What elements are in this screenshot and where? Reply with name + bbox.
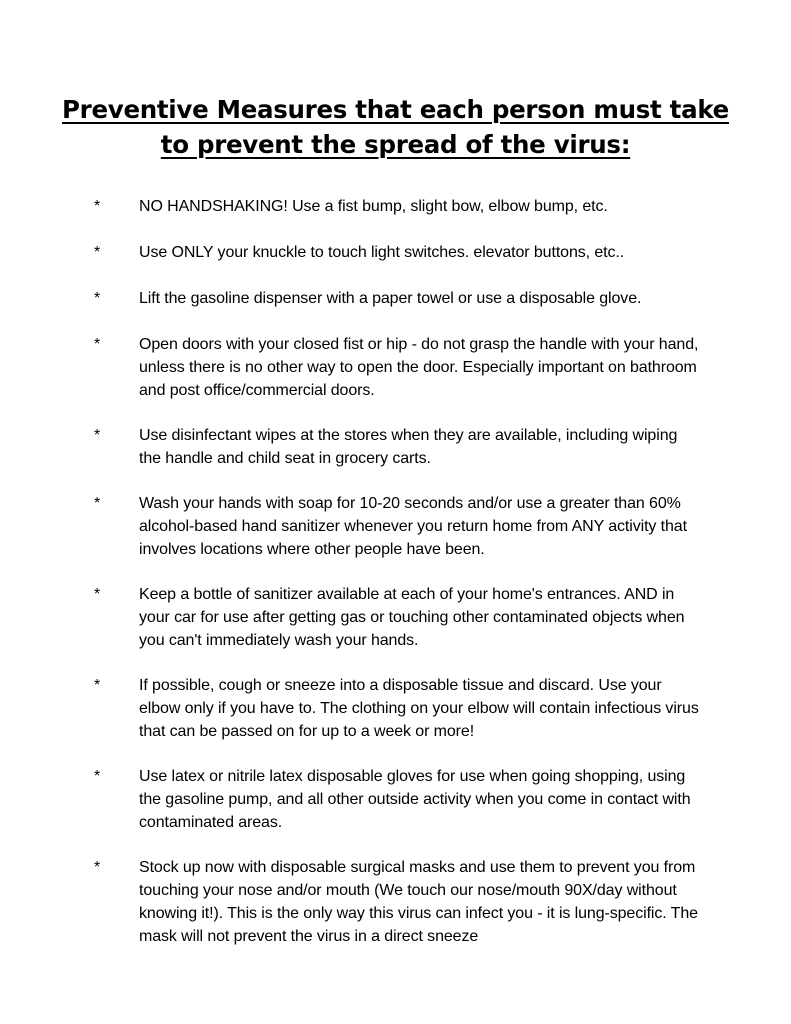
title-line-1: Preventive Measures that each person must take bbox=[62, 95, 729, 124]
list-item-text: Open doors with your closed fist or hip - do not grasp the handle with your hand, unless there is no other way to open the door. Especially important on bathroom and post office/commercial doors. bbox=[139, 336, 699, 399]
bullet-marker: * bbox=[94, 198, 101, 215]
bullet-marker: * bbox=[94, 768, 101, 785]
list-item-text: If possible, cough or sneeze into a disposable tissue and discard. Use your elbow only if you have to. The clothing on your elbow will contain infectious virus that can be passed on for up to a week or more! bbox=[139, 677, 699, 740]
list-item bbox=[0, 583, 791, 652]
bullet-marker: * bbox=[94, 495, 101, 512]
bullet-marker: * bbox=[94, 290, 101, 307]
page-title bbox=[60, 92, 731, 162]
list-item-text: Use disinfectant wipes at the stores when they are available, including wiping the handle and child seat in grocery carts. bbox=[139, 427, 678, 467]
list-item-text: Lift the gasoline dispenser with a paper towel or use a disposable glove. bbox=[139, 290, 642, 307]
bullet-marker: * bbox=[94, 427, 101, 444]
list-item-text: Use latex or nitrile latex disposable gloves for use when going shopping, using the gasoline pump, and all other outside activity when you come in contact with contaminated areas. bbox=[139, 768, 691, 831]
measures-list bbox=[0, 195, 791, 970]
list-item bbox=[0, 492, 791, 561]
list-item-text: Stock up now with disposable surgical masks and use them to prevent you from touching your nose and/or mouth (We touch our nose/mouth 90X/day without knowing it!). This is the only way this virus can infect you - it is lung-specific. The mask will not prevent the virus in a direct sneeze bbox=[139, 859, 698, 945]
list-item-text: Keep a bottle of sanitizer available at each of your home's entrances. AND in your car for use after getting gas or touching other contaminated objects when you can't immediately wash your hands. bbox=[139, 586, 685, 649]
list-item bbox=[0, 195, 791, 219]
list-item bbox=[0, 241, 791, 265]
list-item bbox=[0, 287, 791, 311]
bullet-marker: * bbox=[94, 859, 101, 876]
list-item bbox=[0, 856, 791, 948]
list-item-text: Wash your hands with soap for 10-20 seconds and/or use a greater than 60% alcohol-based hand sanitizer whenever you return home from ANY activity that involves locations where other people have been. bbox=[139, 495, 687, 558]
bullet-marker: * bbox=[94, 336, 101, 353]
list-item-text: Use ONLY your knuckle to touch light switches. elevator buttons, etc.. bbox=[139, 244, 625, 261]
list-item bbox=[0, 674, 791, 743]
list-item bbox=[0, 424, 791, 470]
bullet-marker: * bbox=[94, 677, 101, 694]
list-item-text: NO HANDSHAKING! Use a fist bump, slight bow, elbow bump, etc. bbox=[139, 198, 608, 215]
bullet-marker: * bbox=[94, 586, 101, 603]
bullet-marker: * bbox=[94, 244, 101, 261]
list-item bbox=[0, 333, 791, 402]
title-line-2: to prevent the spread of the virus: bbox=[160, 130, 631, 159]
list-item bbox=[0, 765, 791, 834]
